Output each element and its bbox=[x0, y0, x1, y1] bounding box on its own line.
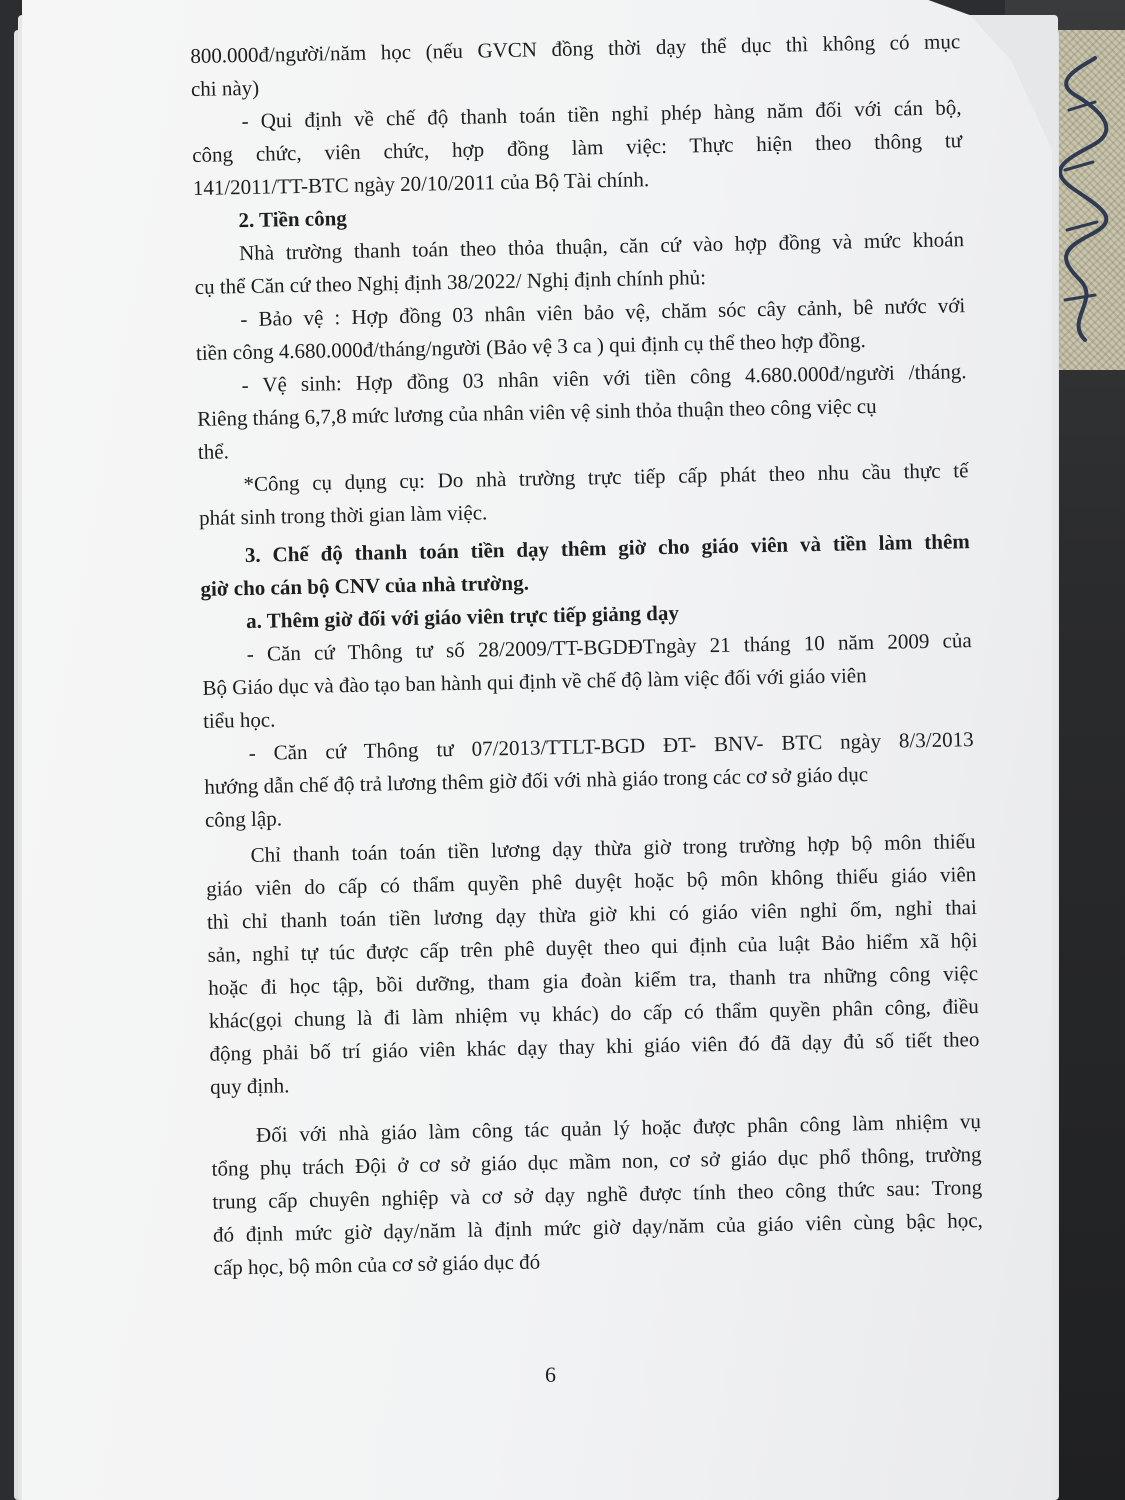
body-line: đó định mức giờ dạy/năm là định mức giờ dạy/năm của giáo viên cùng bậc học, bbox=[212, 1208, 984, 1247]
body-line: chi này) bbox=[190, 75, 260, 101]
body-line: phát sinh trong thời gian làm việc. bbox=[198, 500, 488, 530]
body-line: Riêng tháng 6,7,8 mức lương của nhân viên vệ sinh thỏa thuận theo công việc cụ bbox=[197, 393, 877, 431]
body-line: thì chỉ thanh toán tiền lương dạy thừa giờ khi có giáo viên nghỉ ốm, nghỉ thai bbox=[206, 895, 978, 934]
body-line: công lập. bbox=[204, 806, 283, 832]
body-line: sản, nghỉ tự túc được cấp trên phê duyệt theo qui định của luật Bảo hiểm xã hội bbox=[207, 928, 978, 967]
body-line: động phải bố trí giáo viên khác dạy thay khi giáo viên đó đã dạy đủ số tiết theo bbox=[209, 1027, 980, 1066]
section-heading: giờ cho cán bộ CNV của nhà trường. bbox=[200, 570, 530, 601]
body-line: - Vệ sinh: Hợp đồng 03 nhân viên với tiền công 4.680.000đ/người /tháng. bbox=[241, 359, 967, 398]
body-line: - Căn cứ Thông tư 07/2013/TTLT-BGD ĐT- BNV- BTC ngày 8/3/2013 bbox=[248, 727, 974, 766]
body-line: tiểu học. bbox=[202, 707, 276, 733]
body-line: hoặc đi học tập, bồi dưỡng, tham gia đoàn kiểm tra, thanh tra những công việc bbox=[207, 961, 979, 1000]
body-line: - Bảo vệ : Hợp đồng 03 nhân viên bảo vệ, chăm sóc cây cảnh, bê nước với bbox=[240, 293, 966, 332]
body-line: giáo viên do cấp có thẩm quyền phê duyệt hoặc bộ môn không thiếu giáo viên bbox=[206, 862, 977, 901]
body-line: cấp học, bộ môn của cơ sở giáo dục đó bbox=[213, 1249, 541, 1280]
body-line: quy định. bbox=[209, 1073, 290, 1099]
body-line: công chức, viên chức, hợp đồng làm việc: Thực hiện theo thông tư bbox=[191, 128, 963, 167]
body-line: tiền công 4.680.000đ/tháng/người (Bảo vệ 3 ca ) qui định cụ thể theo hợp đồng. bbox=[195, 328, 867, 365]
body-line: tổng phụ trách Đội ở cơ sở giáo dục mầm non, cơ sở giáo dục phổ thông, trường bbox=[211, 1142, 982, 1181]
body-line: trung cấp chuyên nghiệp và cơ sở dạy nghề được tính theo công thức sau: Trong bbox=[212, 1175, 983, 1214]
body-line: cụ thể Căn cứ theo Nghị định 38/2022/ Nghị định chính phủ: bbox=[194, 265, 707, 299]
body-line: hướng dẫn chế độ trả lương thêm giờ đối với nhà giáo trong các cơ sở giáo dục bbox=[204, 762, 869, 799]
subsection-heading: a. Thêm giờ đối với giáo viên trực tiếp giảng dạy bbox=[245, 600, 680, 634]
body-line: Chỉ thanh toán toán tiền lương dạy thừa giờ trong trường hợp bộ môn thiếu bbox=[250, 829, 976, 867]
body-line: thể. bbox=[197, 439, 230, 464]
body-line: 141/2011/TT-BTC ngày 20/10/2011 của Bộ Tài chính. bbox=[192, 167, 650, 200]
body-line: khác(gọi chung là đi làm nhiệm vụ khác) do cấp có thẩm quyền phân công, điều bbox=[208, 994, 979, 1033]
body-line: Bộ Giáo dục và đào tạo ban hành qui định về chế độ làm việc đối với giáo viên bbox=[202, 663, 867, 700]
body-line: Nhà trường thanh toán theo thỏa thuận, căn cứ vào hợp đồng và mức khoán bbox=[238, 227, 965, 266]
body-line: - Căn cứ Thông tư số 28/2009/TT-BGDĐTngày 21 tháng 10 năm 2009 của bbox=[246, 628, 972, 667]
body-line: Đối với nhà giáo làm công tác quản lý hoặc được phân công làm nhiệm vụ bbox=[255, 1109, 982, 1147]
body-line: - Qui định về chế độ thanh toán tiền nghỉ phép hàng năm đối với cán bộ, bbox=[241, 95, 962, 134]
section-heading: 3. Chế độ thanh toán tiền dạy thêm giờ cho giáo viên và tiền làm thêm bbox=[244, 529, 970, 568]
page-number: 6 bbox=[545, 1362, 556, 1387]
body-line: *Công cụ dụng cụ: Do nhà trường trực tiếp cấp phát theo nhu cầu thực tế bbox=[243, 458, 969, 497]
body-line: 800.000đ/người/năm học (nếu GVCN đồng thời dạy thể dục thì không có mục bbox=[190, 29, 961, 68]
section-heading: 2. Tiền công bbox=[238, 206, 348, 233]
